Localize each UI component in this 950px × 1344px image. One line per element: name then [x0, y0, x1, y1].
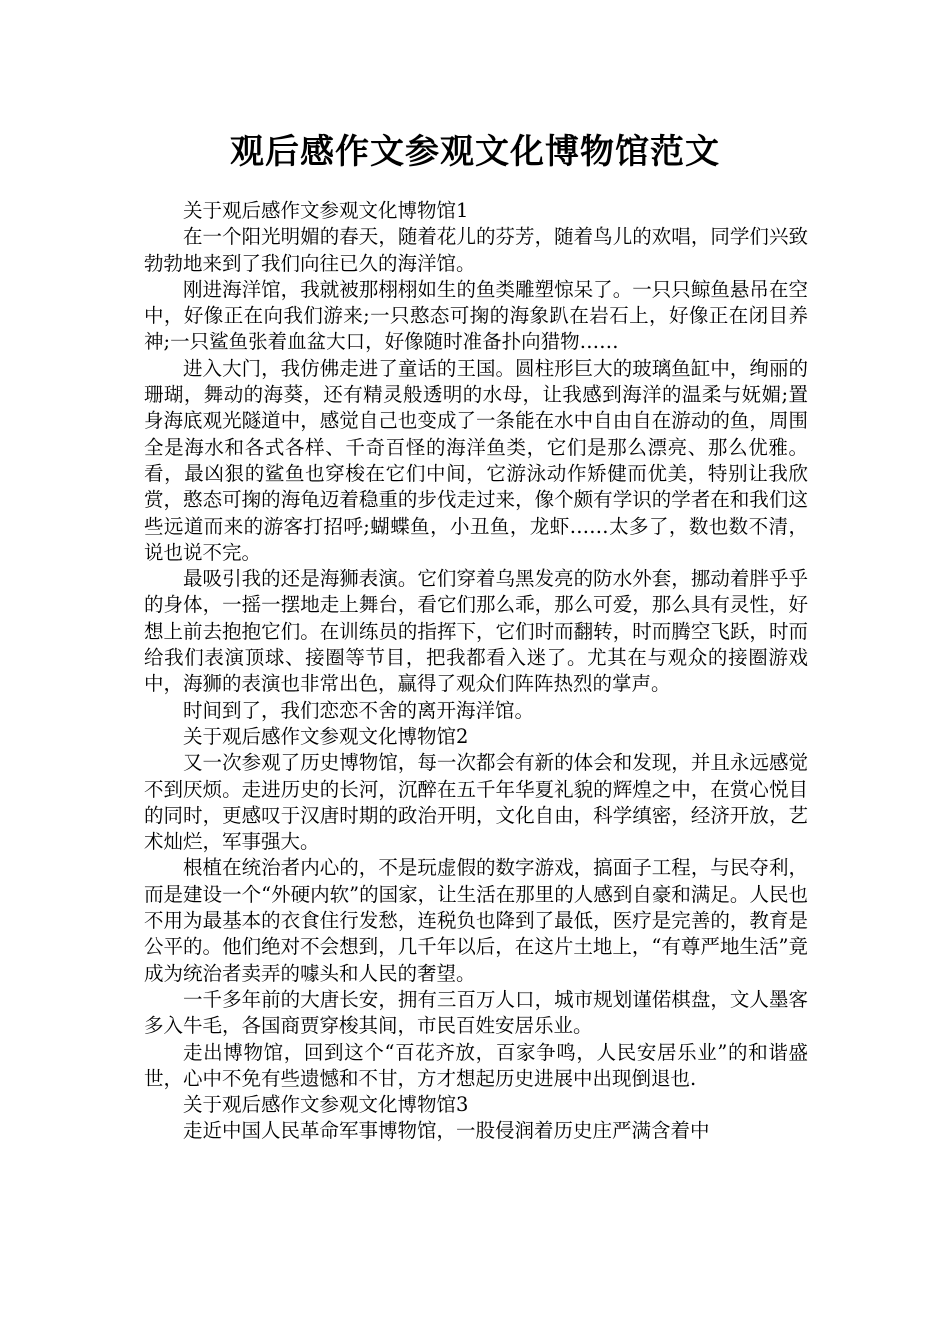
paragraph: 走出博物馆，回到这个“百花齐放，百家争鸣，人民安居乐业”的和谐盛世，心中不免有些遗憾和不甘，方才想起历史进展中出现倒退也. [144, 1040, 808, 1090]
paragraph: 进入大门，我仿佛走进了童话的王国。圆柱形巨大的玻璃鱼缸中，绚丽的珊瑚，舞动的海葵，还有精灵般透明的水母，让我感到海洋的温柔与妩媚;置身海底观光隧道中，感觉自己也变成了一条能在水中自由自在游动的鱼，周围全是海水和各式各样、千奇百怪的海洋鱼类，它们是那么漂亮、那么优雅。看，最凶狠的鲨鱼也穿梭在它们中间，它游泳动作矫健而优美，特别让我欣赏，憨态可掬的海龟迈着稳重的步伐走过来，像个颇有学识的学者在和我们这些远道而来的游客打招呼;蝴蝶鱼，小丑鱼，龙虾……太多了，数也数不清，说也说不完。 [144, 356, 808, 564]
paragraph: 时间到了，我们恋恋不舍的离开海洋馆。 [183, 698, 535, 722]
paragraph: 走近中国人民革命军事博物馆，一股侵润着历史庄严满含着中 [183, 1119, 710, 1143]
paragraph: 最吸引我的还是海狮表演。它们穿着乌黑发亮的防水外套，挪动着胖乎乎的身体，一摇一摆地走上舞台，看它们那么乖，那么可爱，那么具有灵性，好想上前去抱抱它们。在训练员的指挥下，它们时而翻转，时而腾空飞跃，时而给我们表演顶球、接圈等节目，把我都看入迷了。尤其在与观众的接圈游戏中，海狮的表演也非常出色，赢得了观众们阵阵热烈的掌声。 [144, 567, 808, 696]
paragraph: 又一次参观了历史博物馆，每一次都会有新的体会和发现，并且永远感觉不到厌烦。走进历史的长河，沉醉在五千年华夏礼貌的辉煌之中，在赏心悦目的同时，更感叹于汉唐时期的政治开明，文化自由，科学缜密，经济开放，艺术灿烂，军事强大。 [144, 751, 808, 854]
section-heading-1: 关于观后感作文参观文化博物馆1 [183, 199, 469, 222]
document-title: 观后感作文参观文化博物馆范文 [230, 132, 720, 172]
document-body [144, 198, 808, 1145]
paragraph: 根植在统治者内心的，不是玩虚假的数字游戏，搞面子工程，与民夺利，而是建设一个“外硬内软”的国家，让生活在那里的人感到自豪和满足。人民也不用为最基本的衣食住行发愁，连税负也降到了最低，医疗是完善的，教育是公平的。他们绝对不会想到，几千年以后，在这片土地上，“有尊严地生活”竟成为统治者卖弄的噱头和人民的奢望。 [144, 856, 808, 985]
paragraph: 刚进海洋馆，我就被那栩栩如生的鱼类雕塑惊呆了。一只只鲸鱼悬吊在空中，好像正在向我们游来;一只憨态可掬的海象趴在岩石上，好像正在闭目养神;一只鲨鱼张着血盆大口，好像随时准备扑向猎物…… [144, 277, 808, 354]
section-heading-3: 关于观后感作文参观文化博物馆3 [183, 1093, 469, 1117]
paragraph: 一千多年前的大唐长安，拥有三百万人口，城市规划谨偌棋盘，文人墨客多入牛毛，各国商贾穿梭其间，市民百姓安居乐业。 [144, 987, 808, 1038]
section-heading-2: 关于观后感作文参观文化博物馆2 [183, 724, 469, 748]
paragraph: 在一个阳光明媚的春天，随着花儿的芬芳，随着鸟儿的欢唱，同学们兴致勃勃地来到了我们向往已久的海洋馆。 [144, 225, 808, 275]
